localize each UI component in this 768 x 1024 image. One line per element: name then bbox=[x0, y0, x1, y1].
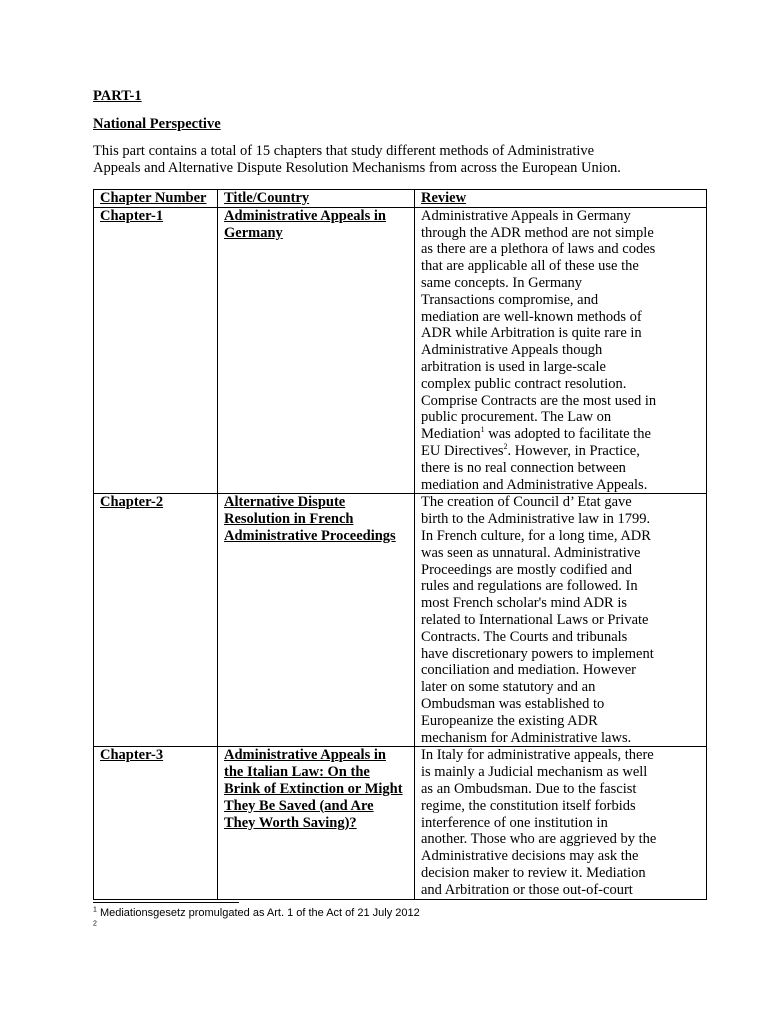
header-title-country: Title/Country bbox=[218, 190, 415, 208]
title-line: Administrative Appeals in bbox=[224, 207, 386, 224]
review-text: . However, in Practice, bbox=[507, 442, 640, 459]
chapter-number: Chapter-3 bbox=[100, 747, 164, 764]
review-line: as there are a plethora of laws and codes bbox=[421, 241, 656, 258]
review-line: complex public contract resolution. bbox=[421, 375, 627, 392]
chapter-review bbox=[415, 207, 707, 494]
review-line: Contracts. The Courts and tribunals bbox=[421, 628, 628, 645]
chapter-title bbox=[218, 747, 415, 899]
review-line: Comprise Contracts are the most used in bbox=[421, 392, 657, 409]
review-line bbox=[421, 426, 700, 443]
footnote-text: Mediationsgesetz promulgated as Art. 1 of the Act of 21 July 2012 bbox=[96, 907, 420, 919]
title-line: Administrative Proceedings bbox=[224, 527, 396, 544]
review-line: conciliation and mediation. However bbox=[421, 662, 637, 679]
chapter-title bbox=[218, 494, 415, 747]
review-text: was adopted to facilitate the bbox=[484, 426, 651, 443]
review-line: rules and regulations are followed. In bbox=[421, 578, 638, 595]
footnote-marker: 1 bbox=[93, 906, 97, 914]
review-line: same concepts. In Germany bbox=[421, 274, 583, 291]
review-line: was seen as unnatural. Administrative bbox=[421, 544, 641, 561]
review-text: EU Directives bbox=[421, 442, 504, 459]
review-line: mediation and Administrative Appeals. bbox=[421, 476, 648, 493]
chapter-title bbox=[218, 207, 415, 494]
review-line: Administrative Appeals in Germany bbox=[421, 207, 631, 224]
review-line: have discretionary powers to implement bbox=[421, 645, 654, 662]
table-header-row bbox=[94, 190, 707, 208]
review-line: In French culture, for a long time, ADR bbox=[421, 527, 651, 544]
review-line: that are applicable all of these use the bbox=[421, 258, 639, 275]
review-line: Administrative Appeals though bbox=[421, 342, 603, 359]
review-line: Proceedings are mostly codified and bbox=[421, 561, 632, 578]
title-line: Germany bbox=[224, 224, 283, 241]
review-line: Administrative decisions may ask the bbox=[421, 848, 639, 865]
review-line: another. Those who are aggrieved by the bbox=[421, 831, 657, 848]
footnote-ref: 2 bbox=[503, 442, 508, 452]
footnote-ref: 1 bbox=[480, 425, 485, 435]
review-line bbox=[421, 443, 700, 460]
review-line: Europeanize the existing ADR bbox=[421, 712, 598, 729]
review-line: In Italy for administrative appeals, there bbox=[421, 747, 654, 764]
review-line: arbitration is used in large-scale bbox=[421, 358, 606, 375]
footnote bbox=[93, 920, 420, 934]
table-row bbox=[94, 494, 707, 747]
chapters-table bbox=[93, 189, 707, 900]
review-line: there is no real connection between bbox=[421, 459, 626, 476]
header-chapter-number: Chapter Number bbox=[94, 190, 218, 208]
footnote-marker: 2 bbox=[93, 920, 97, 928]
title-line: They Worth Saving)? bbox=[224, 814, 357, 831]
review-line: birth to the Administrative law in 1799. bbox=[421, 511, 651, 528]
table-row bbox=[94, 747, 707, 899]
title-line: Brink of Extinction or Might bbox=[224, 780, 403, 797]
review-line: decision maker to review it. Mediation bbox=[421, 864, 646, 881]
review-line: related to International Laws or Private bbox=[421, 611, 649, 628]
review-line: and Arbitration or those out-of-court bbox=[421, 881, 633, 898]
title-line: They Be Saved (and Are bbox=[224, 797, 374, 814]
chapter-number: Chapter-2 bbox=[100, 494, 164, 511]
chapter-review bbox=[415, 747, 707, 899]
chapter-number: Chapter-1 bbox=[100, 207, 164, 224]
review-line: most French scholar's mind ADR is bbox=[421, 595, 628, 612]
title-line: Alternative Dispute bbox=[224, 494, 346, 511]
review-line: is mainly a Judicial mechanism as well bbox=[421, 764, 648, 781]
review-line: mediation are well-known methods of bbox=[421, 308, 642, 325]
intro-line: This part contains a total of 15 chapters that study different methods of Administrative bbox=[93, 143, 595, 159]
title-line: Resolution in French bbox=[224, 511, 354, 528]
part-heading: PART-1 bbox=[93, 88, 142, 104]
review-line: ADR while Arbitration is quite rare in bbox=[421, 325, 642, 342]
review-line: Transactions compromise, and bbox=[421, 291, 599, 308]
table-row bbox=[94, 207, 707, 494]
review-line: later on some statutory and an bbox=[421, 679, 596, 696]
intro-paragraph bbox=[93, 143, 693, 177]
review-line: Ombudsman was established to bbox=[421, 695, 605, 712]
review-line: interference of one institution in bbox=[421, 814, 608, 831]
footnote-separator bbox=[93, 902, 239, 903]
chapter-review bbox=[415, 494, 707, 747]
review-line: regime, the constitution itself forbids bbox=[421, 797, 636, 814]
intro-line: Appeals and Alternative Dispute Resolution Mechanisms from across the European Union. bbox=[93, 160, 621, 176]
review-line: through the ADR method are not simple bbox=[421, 224, 654, 241]
review-text: Mediation bbox=[421, 426, 481, 443]
review-line: mechanism for Administrative laws. bbox=[421, 729, 632, 746]
footnotes bbox=[93, 906, 420, 934]
review-line: The creation of Council d’ Etat gave bbox=[421, 494, 632, 511]
header-review: Review bbox=[415, 190, 707, 208]
footnote bbox=[93, 906, 420, 920]
title-line: the Italian Law: On the bbox=[224, 764, 370, 781]
review-line: public procurement. The Law on bbox=[421, 409, 612, 426]
title-line: Administrative Appeals in bbox=[224, 747, 386, 764]
review-line: as an Ombudsman. Due to the fascist bbox=[421, 780, 637, 797]
section-heading: National Perspective bbox=[93, 116, 221, 132]
